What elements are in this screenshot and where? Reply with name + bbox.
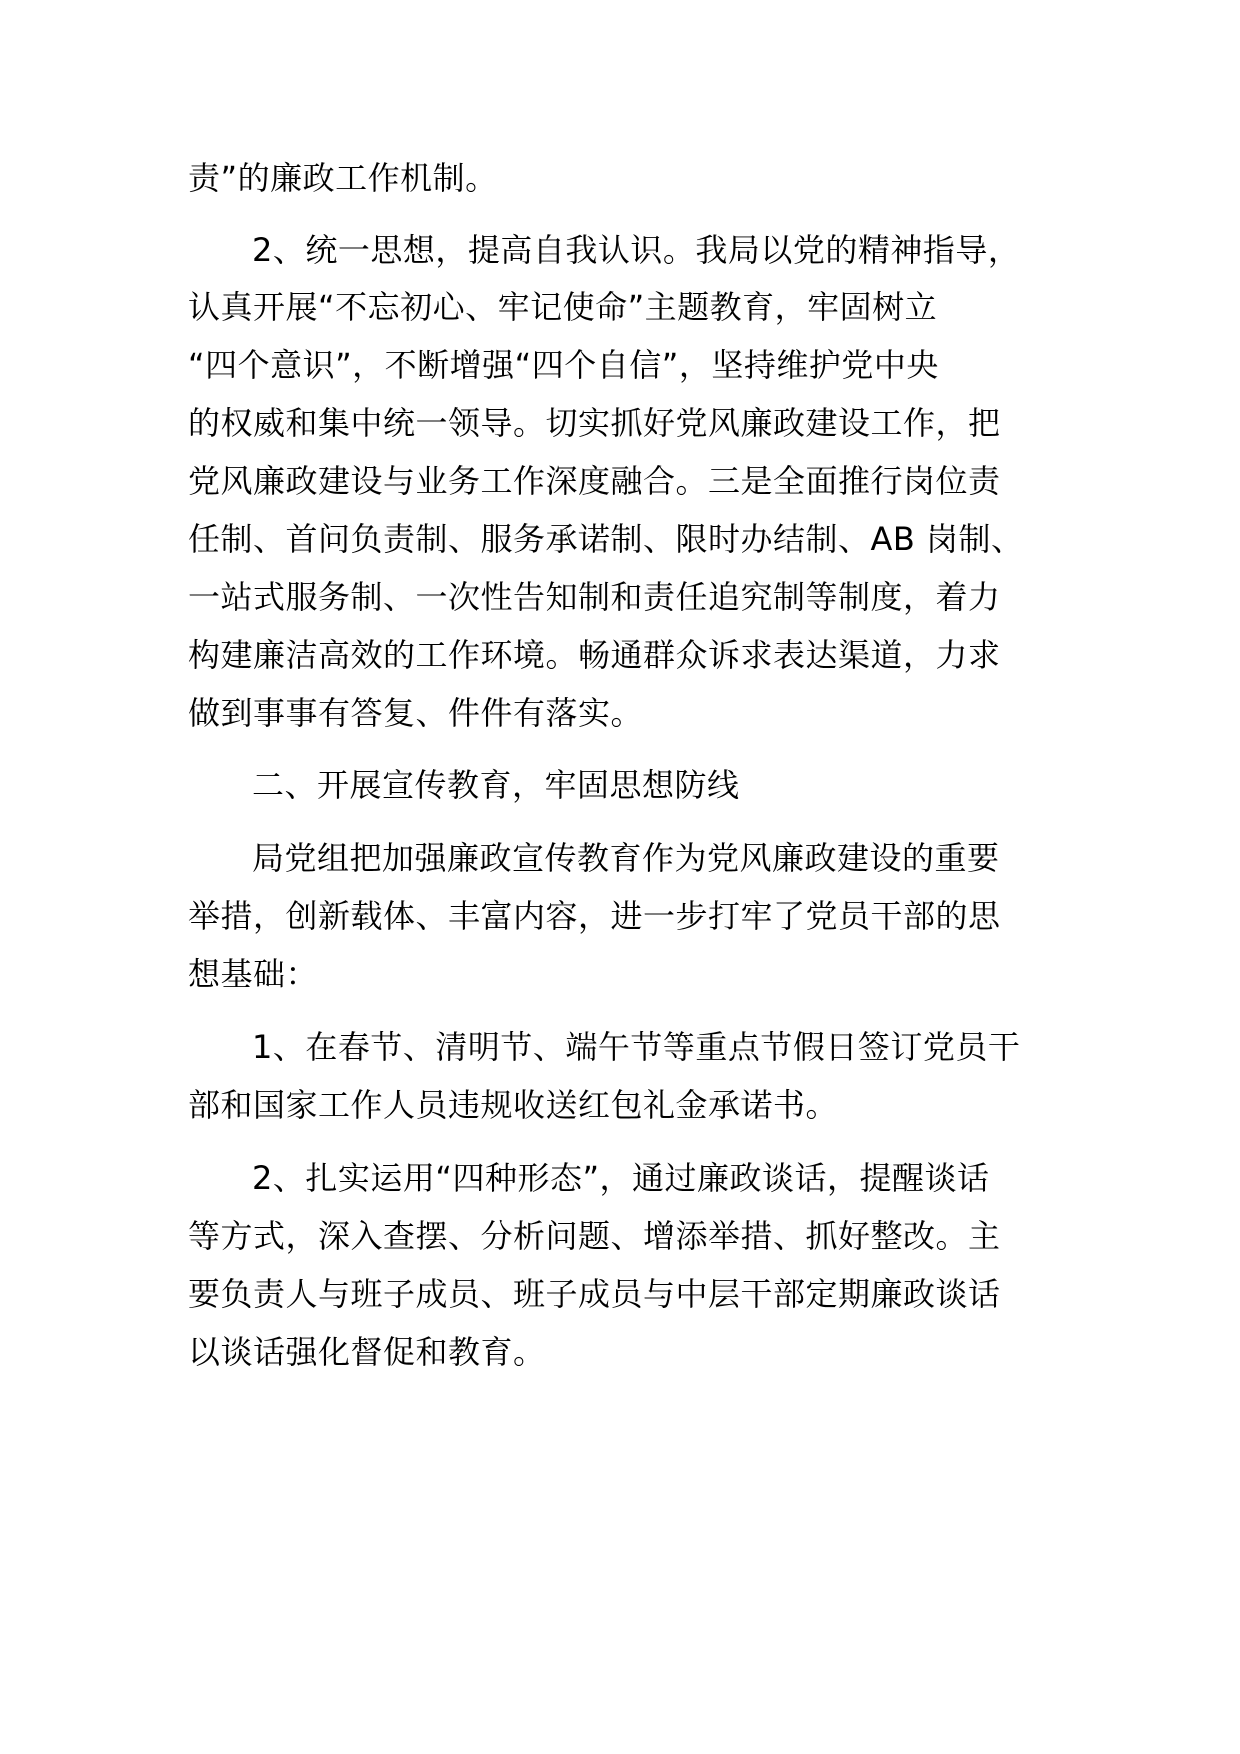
text-line: 的权威和集中统一领导。切实抓好党风廉政建设工作，把 xyxy=(188,404,1001,442)
text-line: 想基础： xyxy=(188,955,319,993)
text-line: 认真开展“不忘初心、牢记使命”主题教育，牢固树立 xyxy=(188,288,938,326)
text-line: 党风廉政建设与业务工作深度融合。三是全面推行岗位责 xyxy=(188,462,1001,500)
text-line: 责”的廉政工作机制。 xyxy=(188,159,498,197)
text-line: 举措，创新载体、丰富内容，进一步打牢了党员干部的思 xyxy=(188,897,1001,935)
text-line: 部和国家工作人员违规收送红包礼金承诺书。 xyxy=(188,1086,839,1124)
text-line: 1、在春节、清明节、端午节等重点节假日签订党员干 xyxy=(252,1028,1021,1066)
section-heading: 二、开展宣传教育，牢固思想防线 xyxy=(252,766,740,804)
text-line: 要负责人与班子成员、班子成员与中层干部定期廉政谈话 xyxy=(188,1275,1001,1313)
text-line: 做到事事有答复、件件有落实。 xyxy=(188,694,644,732)
text-line: 以谈话强化督促和教育。 xyxy=(188,1333,546,1371)
text-line: 构建廉洁高效的工作环境。畅通群众诉求表达渠道，力求 xyxy=(188,636,1001,674)
text-line: 一站式服务制、一次性告知制和责任追究制等制度，着力 xyxy=(188,578,1001,616)
text-line: “四个意识”，不断增强“四个自信”，坚持维护党中央 xyxy=(188,346,939,384)
text-line: 局党组把加强廉政宣传教育作为党风廉政建设的重要 xyxy=(252,839,1000,877)
text-line: 2、扎实运用“四种形态”，通过廉政谈话，提醒谈话 xyxy=(252,1159,990,1197)
text-line: 任制、首问负责制、服务承诺制、限时办结制、AB 岗制、 xyxy=(188,520,1024,558)
text-line: 等方式，深入查摆、分析问题、增添举措、抓好整改。主 xyxy=(188,1217,1001,1255)
text-line: 2、统一思想，提高自我认识。我局以党的精神指导， xyxy=(252,231,1021,269)
